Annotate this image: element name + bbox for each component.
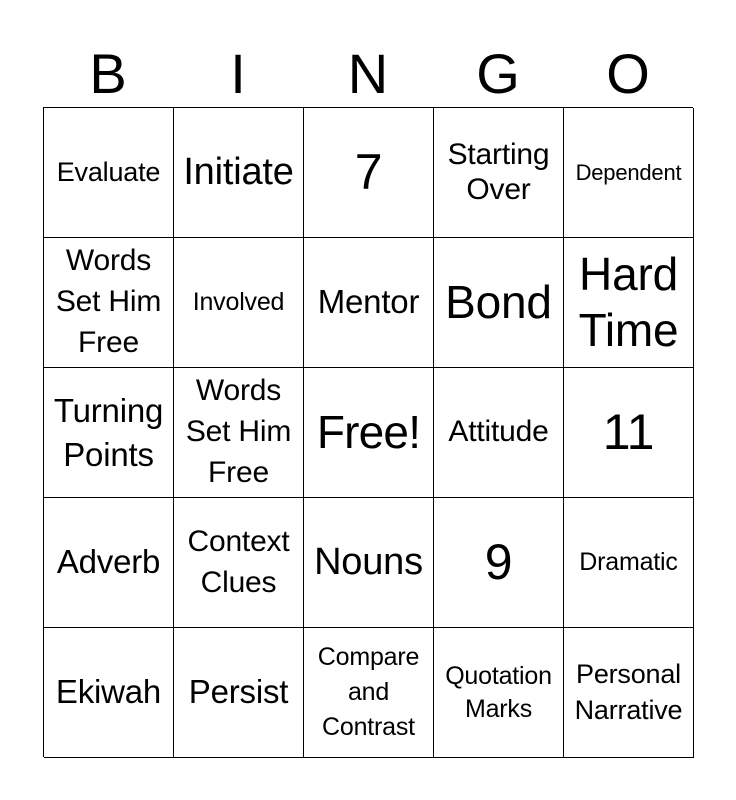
bingo-card-grid bbox=[43, 107, 693, 757]
bingo-cell[interactable]: Adverb bbox=[44, 498, 174, 628]
bingo-cell[interactable]: Turning Points bbox=[44, 368, 174, 498]
bingo-cell[interactable]: Mentor bbox=[304, 238, 434, 368]
bingo-cell[interactable]: Words Set Him Free bbox=[44, 238, 174, 368]
bingo-header bbox=[43, 44, 693, 104]
bingo-cell[interactable]: Persist bbox=[174, 628, 304, 758]
bingo-cell[interactable]: Nouns bbox=[304, 498, 434, 628]
bingo-cell[interactable]: Bond bbox=[434, 238, 564, 368]
bingo-cell[interactable]: 7 bbox=[304, 108, 434, 238]
bingo-cell[interactable]: Attitude bbox=[434, 368, 564, 498]
bingo-cell[interactable]: Ekiwah bbox=[44, 628, 174, 758]
bingo-cell[interactable]: Quotation Marks bbox=[434, 628, 564, 758]
header-letter-i: I bbox=[230, 42, 246, 105]
bingo-cell[interactable]: 11 bbox=[564, 368, 694, 498]
bingo-cell[interactable]: Dramatic bbox=[564, 498, 694, 628]
header-letter-g: G bbox=[476, 42, 520, 105]
bingo-cell[interactable]: 9 bbox=[434, 498, 564, 628]
bingo-cell[interactable]: Free! bbox=[304, 368, 434, 498]
bingo-cell[interactable]: Evaluate bbox=[44, 108, 174, 238]
bingo-cell[interactable]: Words Set Him Free bbox=[174, 368, 304, 498]
bingo-cell[interactable]: Involved bbox=[174, 238, 304, 368]
bingo-cell[interactable]: Starting Over bbox=[434, 108, 564, 238]
bingo-cell[interactable]: Initiate bbox=[174, 108, 304, 238]
bingo-cell[interactable]: Dependent bbox=[564, 108, 694, 238]
bingo-cell[interactable]: Compare and Contrast bbox=[304, 628, 434, 758]
bingo-cell[interactable]: Hard Time bbox=[564, 238, 694, 368]
bingo-cell[interactable]: Context Clues bbox=[174, 498, 304, 628]
header-letter-o: O bbox=[606, 42, 650, 105]
header-letter-n: N bbox=[347, 42, 389, 105]
bingo-cell[interactable]: Personal Narrative bbox=[564, 628, 694, 758]
header-letter-b: B bbox=[89, 42, 127, 105]
